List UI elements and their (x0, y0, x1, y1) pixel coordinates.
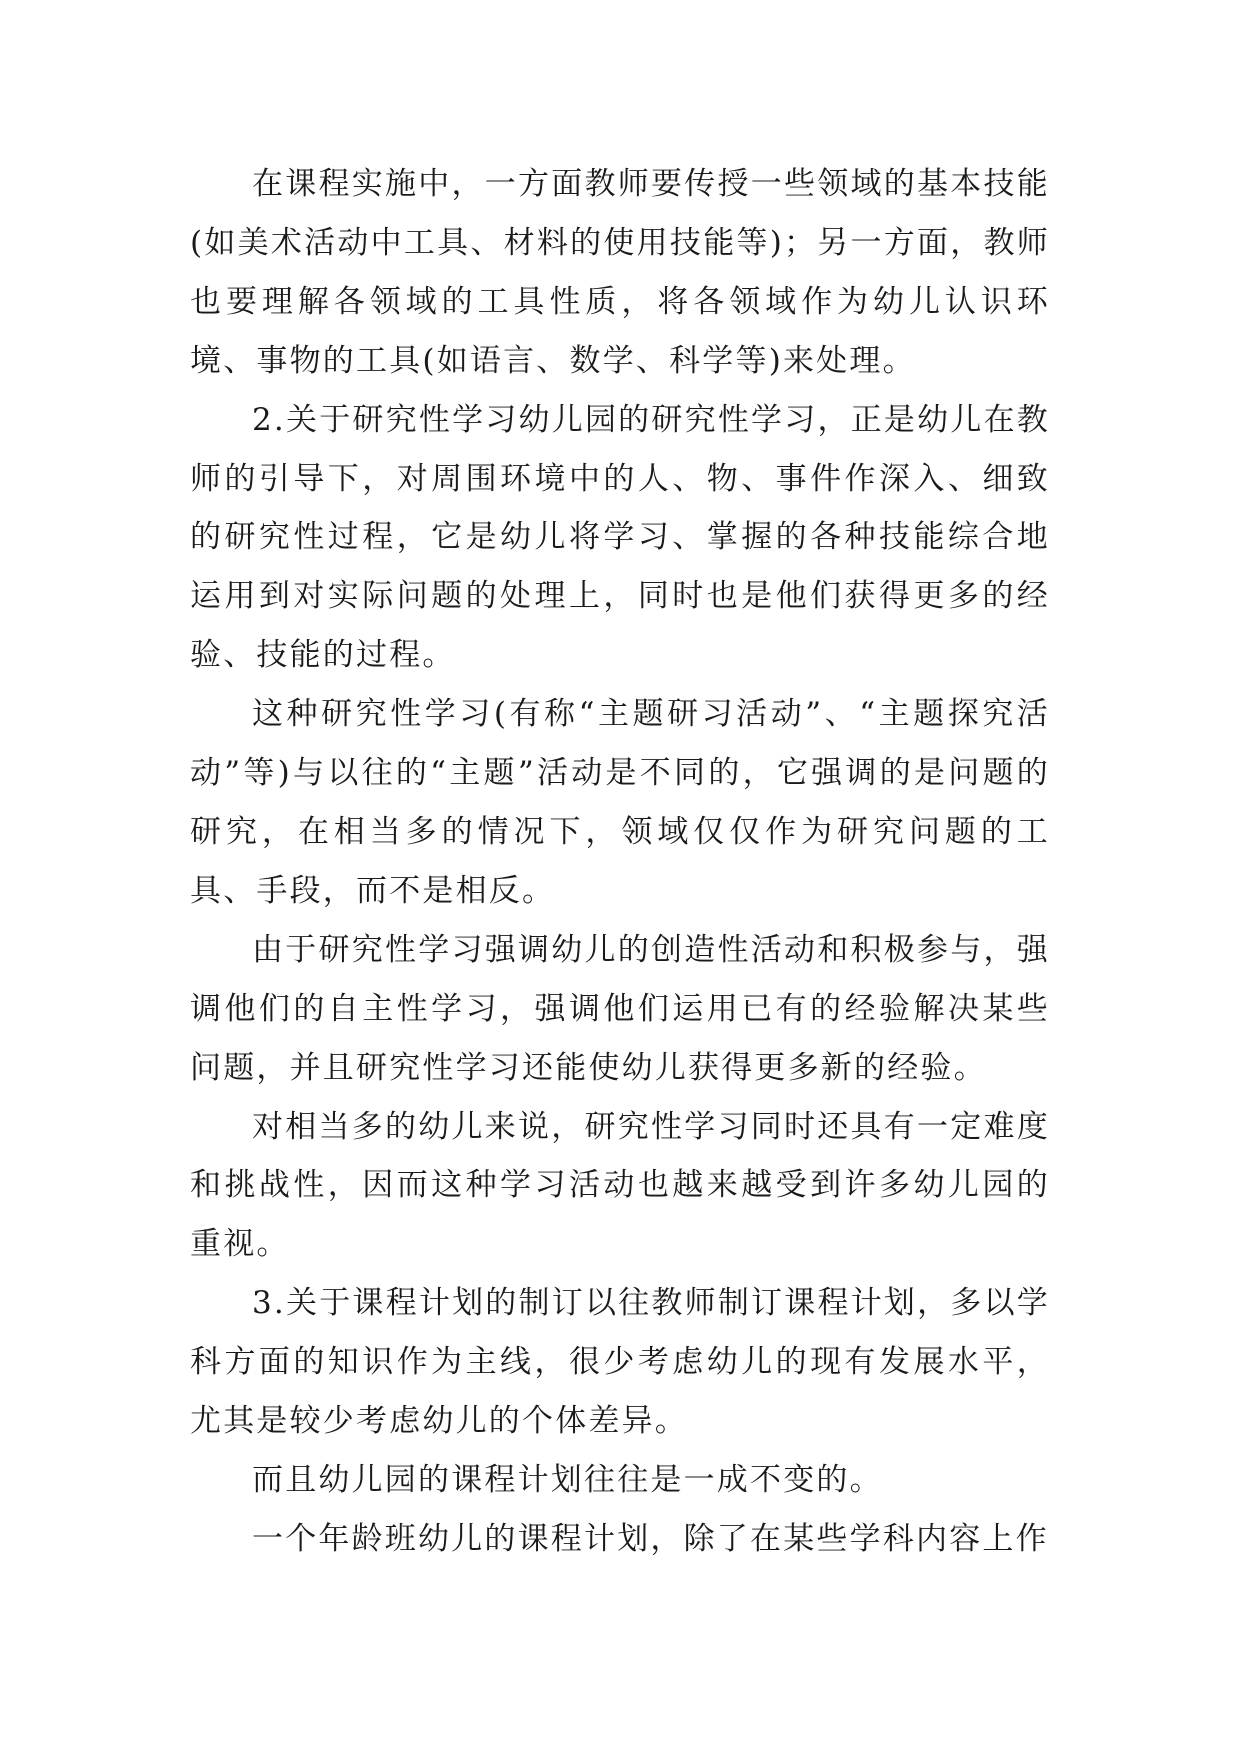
paragraph: 在课程实施中，一方面教师要传授一些领域的基本技能(如美术活动中工具、材料的使用技能等)；另一方面，教师也要理解各领域的工具性质，将各领域作为幼儿认识环境、事物的工具(如语言、数学、科学等)来处理。 (190, 166, 1050, 379)
document-body (190, 155, 1050, 1569)
paragraph: 2.关于研究性学习幼儿园的研究性学习，正是幼儿在教师的引导下，对周围环境中的人、物、事件作深入、细致的研究性过程，它是幼儿将学习、掌握的各种技能综合地运用到对实际问题的处理上，同时也是他们获得更多的经验、技能的过程。 (190, 401, 1050, 674)
paragraph: 由于研究性学习强调幼儿的创造性活动和积极参与，强调他们的自主性学习，强调他们运用已有的经验解决某些问题，并且研究性学习还能使幼儿获得更多新的经验。 (190, 931, 1050, 1086)
paragraph: 这种研究性学习(有称“主题研习活动”、“主题探究活动”等)与以往的“主题”活动是不同的，它强调的是问题的研究，在相当多的情况下，领域仅仅作为研究问题的工具、手段，而不是相反。 (190, 696, 1050, 909)
paragraph: 一个年龄班幼儿的课程计划，除了在某些学科内容上作 (252, 1520, 1049, 1557)
paragraph: 3.关于课程计划的制订以往教师制订课程计划，多以学科方面的知识作为主线，很少考虑幼儿的现有发展水平，尤其是较少考虑幼儿的个体差异。 (190, 1285, 1050, 1440)
paragraph: 对相当多的幼儿来说，研究性学习同时还具有一定难度和挑战性，因而这种学习活动也越来越受到许多幼儿园的重视。 (190, 1108, 1050, 1263)
paragraph: 而且幼儿园的课程计划往往是一成不变的。 (252, 1461, 883, 1498)
